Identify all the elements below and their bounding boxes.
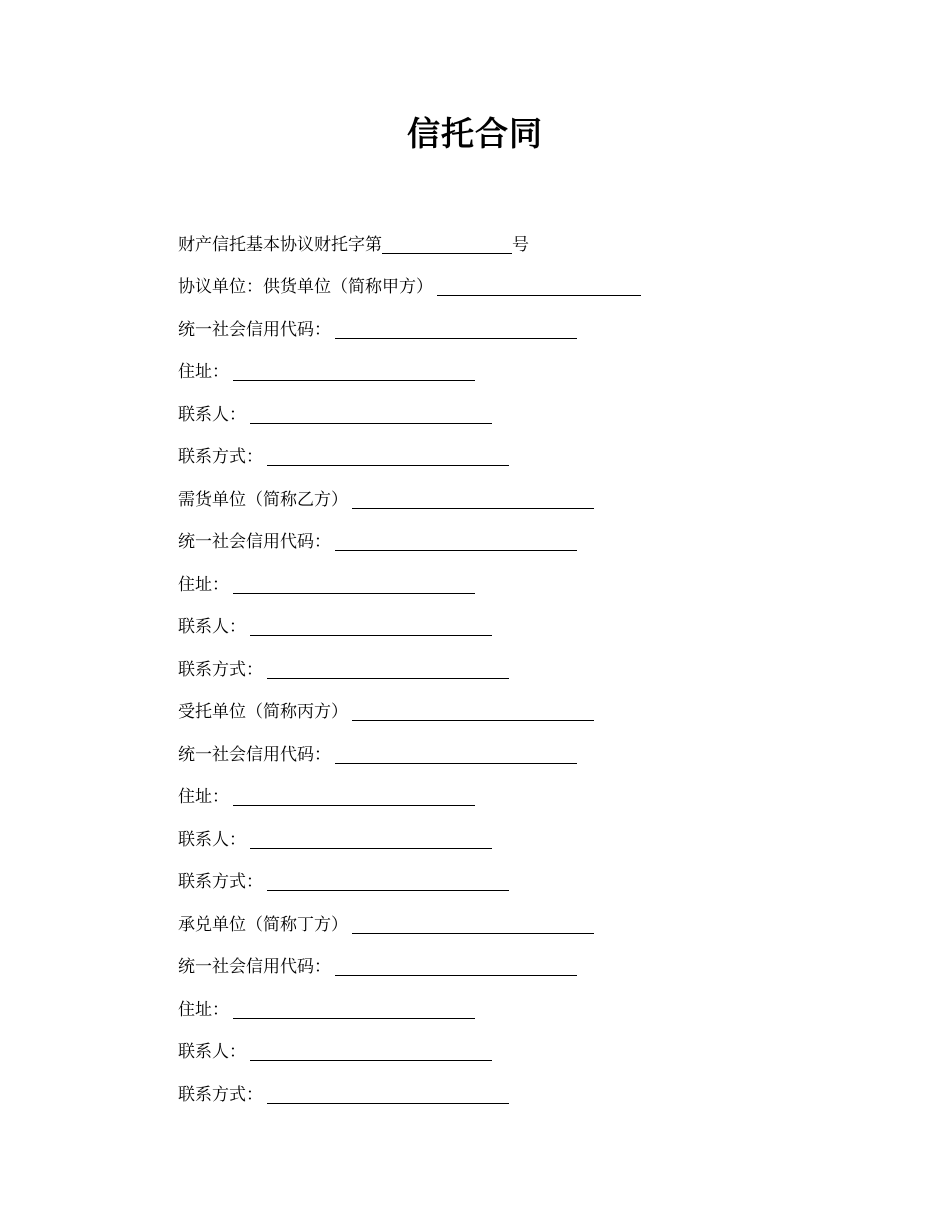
- field-label: 统一社会信用代码：: [178, 532, 331, 552]
- field-suffix: 号: [512, 235, 529, 255]
- field-label: 统一社会信用代码：: [178, 957, 331, 977]
- party-a-credit-code-blank[interactable]: [335, 320, 577, 339]
- contract-number-blank[interactable]: [382, 235, 512, 254]
- party-d-phone-line: [178, 1082, 509, 1106]
- party-d-contact-blank[interactable]: [250, 1042, 492, 1061]
- party-a-phone-line: [178, 444, 509, 468]
- field-label: 联系人：: [178, 617, 246, 637]
- party-d-address-line: [178, 997, 475, 1021]
- field-label: 联系方式：: [178, 660, 263, 680]
- party-a-contact-line: [178, 402, 492, 426]
- party-b-line: [178, 487, 594, 511]
- party-c-phone-line: [178, 869, 509, 893]
- party-b-phone-line: [178, 657, 509, 681]
- party-b-name-blank[interactable]: [352, 490, 594, 509]
- party-b-contact-line: [178, 614, 492, 638]
- field-label: 承兑单位（简称丁方）: [178, 915, 348, 935]
- party-d-credit-code-line: [178, 954, 577, 978]
- party-c-line: [178, 699, 594, 723]
- party-d-name-blank[interactable]: [352, 915, 594, 934]
- field-label: 统一社会信用代码：: [178, 320, 331, 340]
- party-a-phone-blank[interactable]: [267, 447, 509, 466]
- field-label: 财产信托基本协议财托字第: [178, 235, 382, 255]
- party-c-credit-code-line: [178, 742, 577, 766]
- field-label: 联系方式：: [178, 447, 263, 467]
- field-label: 受托单位（简称丙方）: [178, 702, 348, 722]
- party-b-contact-blank[interactable]: [250, 617, 492, 636]
- party-a-address-line: [178, 359, 475, 383]
- party-d-address-blank[interactable]: [233, 1000, 475, 1019]
- party-d-line: [178, 912, 594, 936]
- party-c-address-line: [178, 784, 475, 808]
- field-label: 住址：: [178, 362, 229, 382]
- party-a-name-blank[interactable]: [437, 277, 641, 296]
- party-b-phone-blank[interactable]: [267, 660, 509, 679]
- field-label: 统一社会信用代码：: [178, 745, 331, 765]
- party-c-address-blank[interactable]: [233, 787, 475, 806]
- party-c-name-blank[interactable]: [352, 702, 594, 721]
- field-label: 住址：: [178, 1000, 229, 1020]
- party-b-credit-code-blank[interactable]: [335, 532, 577, 551]
- field-label: 联系方式：: [178, 872, 263, 892]
- party-d-credit-code-blank[interactable]: [335, 957, 577, 976]
- party-c-contact-line: [178, 827, 492, 851]
- document-title: 信托合同: [407, 114, 543, 153]
- party-c-credit-code-blank[interactable]: [335, 745, 577, 764]
- field-label: 住址：: [178, 575, 229, 595]
- party-b-address-line: [178, 572, 475, 596]
- field-label: 联系人：: [178, 405, 246, 425]
- party-a-line: [178, 274, 641, 298]
- field-label: 需货单位（简称乙方）: [178, 490, 348, 510]
- party-a-address-blank[interactable]: [233, 362, 475, 381]
- field-label: 联系人：: [178, 1042, 246, 1062]
- contract-number-line: [178, 232, 529, 256]
- party-a-credit-code-line: [178, 317, 577, 341]
- field-label: 协议单位：供货单位（简称甲方）: [178, 277, 433, 297]
- party-a-contact-blank[interactable]: [250, 405, 492, 424]
- party-c-phone-blank[interactable]: [267, 872, 509, 891]
- field-label: 联系方式：: [178, 1085, 263, 1105]
- party-d-phone-blank[interactable]: [267, 1085, 509, 1104]
- party-c-contact-blank[interactable]: [250, 830, 492, 849]
- party-d-contact-line: [178, 1039, 492, 1063]
- field-label: 联系人：: [178, 830, 246, 850]
- party-b-address-blank[interactable]: [233, 575, 475, 594]
- field-label: 住址：: [178, 787, 229, 807]
- party-b-credit-code-line: [178, 529, 577, 553]
